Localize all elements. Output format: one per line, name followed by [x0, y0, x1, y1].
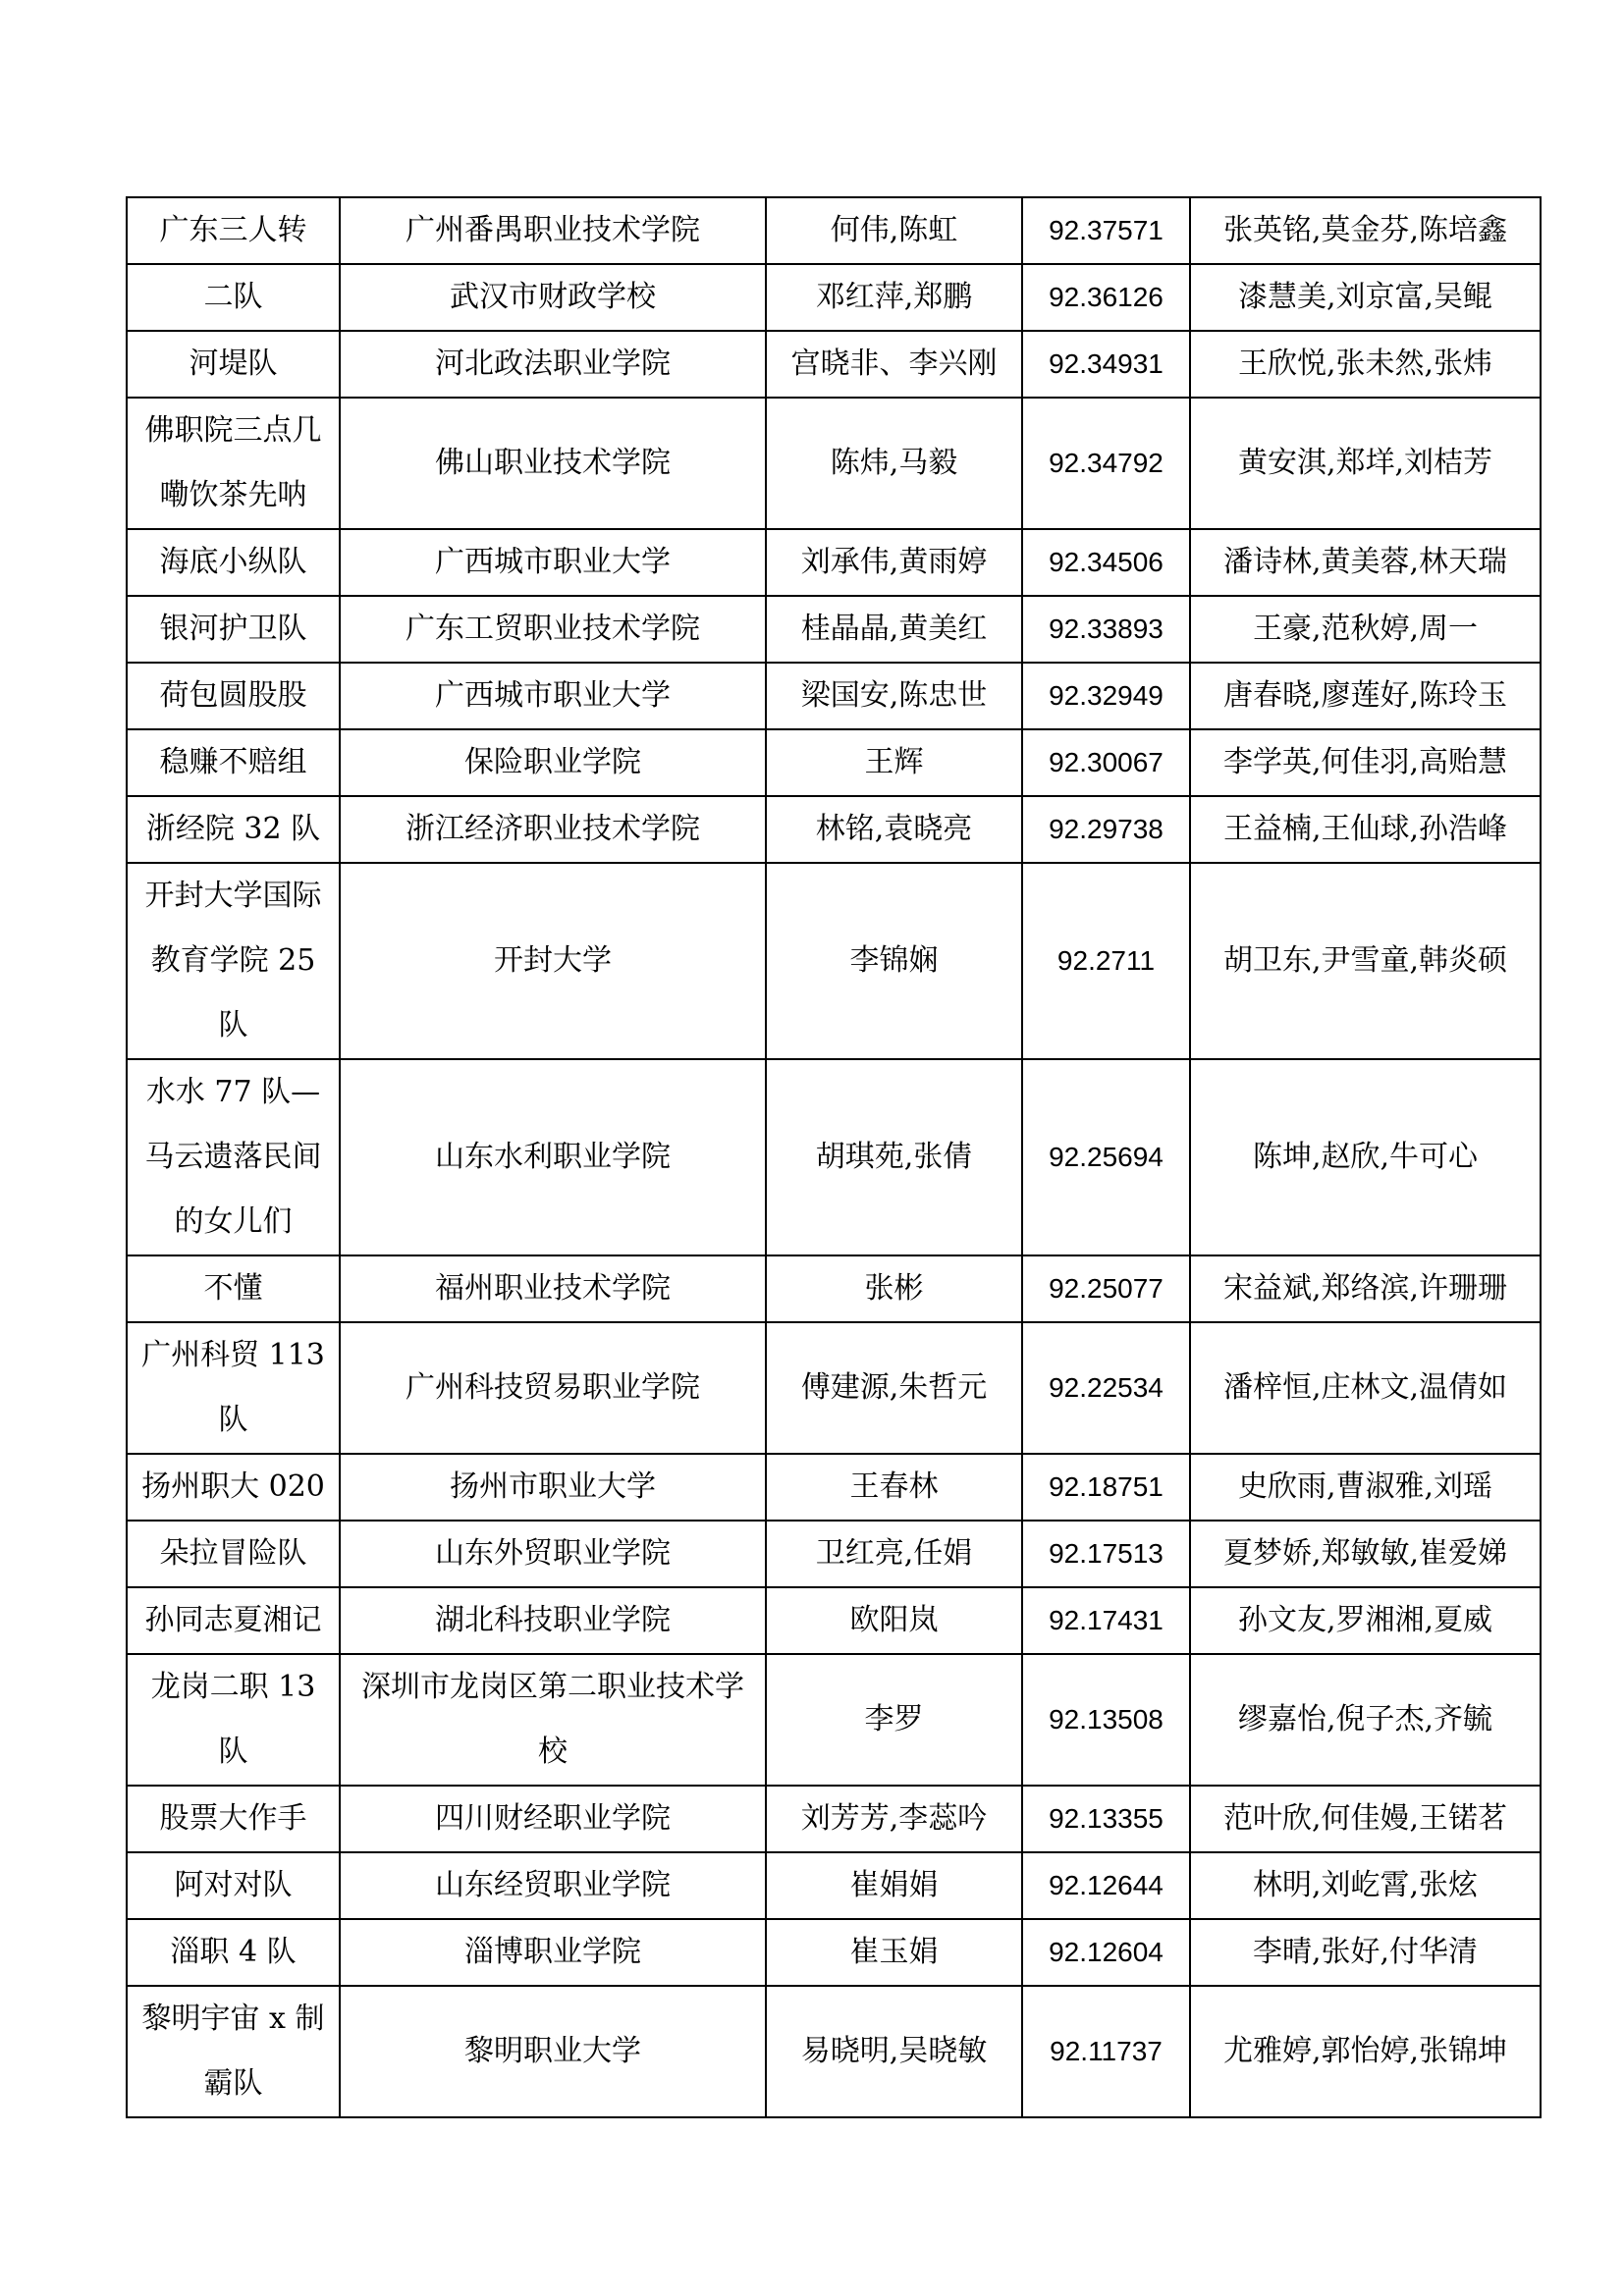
score-cell: 92.12644: [1022, 1852, 1190, 1919]
table-row: [127, 796, 1541, 863]
school-cell: 广西城市职业大学: [340, 529, 766, 596]
school-cell: 广州科技贸易职业学院: [340, 1322, 766, 1454]
table-row: [127, 1654, 1541, 1786]
school-cell: 广州番禺职业技术学院: [340, 197, 766, 264]
table-row: [127, 663, 1541, 729]
school-cell: 黎明职业大学: [340, 1986, 766, 2117]
school-cell: 深圳市龙岗区第二职业技术学校: [340, 1654, 766, 1786]
school-cell: 山东经贸职业学院: [340, 1852, 766, 1919]
results-table-body: [127, 197, 1541, 2117]
team-name-cell: 佛职院三点几嘞饮茶先呐: [127, 398, 340, 529]
team-name-cell: 广东三人转: [127, 197, 340, 264]
advisor-cell: 邓红萍,郑鹏: [766, 264, 1022, 331]
advisor-cell: 梁国安,陈忠世: [766, 663, 1022, 729]
table-row: [127, 1322, 1541, 1454]
school-cell: 广东工贸职业技术学院: [340, 596, 766, 663]
team-name-cell: 不懂: [127, 1255, 340, 1322]
school-cell: 保险职业学院: [340, 729, 766, 796]
school-cell: 开封大学: [340, 863, 766, 1059]
members-cell: 陈坤,赵欣,牛可心: [1190, 1059, 1541, 1255]
advisor-cell: 刘承伟,黄雨婷: [766, 529, 1022, 596]
advisor-cell: 宫晓非、李兴刚: [766, 331, 1022, 398]
score-cell: 92.25694: [1022, 1059, 1190, 1255]
score-cell: 92.17513: [1022, 1521, 1190, 1587]
advisor-cell: 崔娟娟: [766, 1852, 1022, 1919]
score-cell: 92.17431: [1022, 1587, 1190, 1654]
score-cell: 92.12604: [1022, 1919, 1190, 1986]
members-cell: 潘梓恒,庄林文,温倩如: [1190, 1322, 1541, 1454]
members-cell: 夏梦娇,郑敏敏,崔爱娣: [1190, 1521, 1541, 1587]
table-row: [127, 1521, 1541, 1587]
advisor-cell: 何伟,陈虹: [766, 197, 1022, 264]
score-cell: 92.36126: [1022, 264, 1190, 331]
school-cell: 湖北科技职业学院: [340, 1587, 766, 1654]
table-row: [127, 1255, 1541, 1322]
school-cell: 四川财经职业学院: [340, 1786, 766, 1852]
score-cell: 92.37571: [1022, 197, 1190, 264]
score-cell: 92.34506: [1022, 529, 1190, 596]
team-name-cell: 扬州职大 020: [127, 1454, 340, 1521]
table-row: [127, 1852, 1541, 1919]
members-cell: 王豪,范秋婷,周一: [1190, 596, 1541, 663]
advisor-cell: 崔玉娟: [766, 1919, 1022, 1986]
members-cell: 林明,刘屹霄,张炫: [1190, 1852, 1541, 1919]
school-cell: 山东水利职业学院: [340, 1059, 766, 1255]
advisor-cell: 卫红亮,任娟: [766, 1521, 1022, 1587]
school-cell: 武汉市财政学校: [340, 264, 766, 331]
table-row: [127, 331, 1541, 398]
members-cell: 孙文友,罗湘湘,夏威: [1190, 1587, 1541, 1654]
team-name-cell: 阿对对队: [127, 1852, 340, 1919]
score-cell: 92.34931: [1022, 331, 1190, 398]
score-cell: 92.18751: [1022, 1454, 1190, 1521]
school-cell: 河北政法职业学院: [340, 331, 766, 398]
advisor-cell: 陈炜,马毅: [766, 398, 1022, 529]
members-cell: 王益楠,王仙球,孙浩峰: [1190, 796, 1541, 863]
table-row: [127, 197, 1541, 264]
team-name-cell: 荷包圆股股: [127, 663, 340, 729]
members-cell: 潘诗林,黄美蓉,林天瑞: [1190, 529, 1541, 596]
advisor-cell: 王春林: [766, 1454, 1022, 1521]
team-name-cell: 稳赚不赔组: [127, 729, 340, 796]
advisor-cell: 桂晶晶,黄美红: [766, 596, 1022, 663]
score-cell: 92.34792: [1022, 398, 1190, 529]
table-row: [127, 729, 1541, 796]
school-cell: 山东外贸职业学院: [340, 1521, 766, 1587]
members-cell: 李晴,张好,付华清: [1190, 1919, 1541, 1986]
table-row: [127, 1919, 1541, 1986]
team-name-cell: 河堤队: [127, 331, 340, 398]
results-table: [126, 196, 1542, 2118]
table-row: [127, 863, 1541, 1059]
score-cell: 92.29738: [1022, 796, 1190, 863]
members-cell: 宋益斌,郑络滨,许珊珊: [1190, 1255, 1541, 1322]
table-row: [127, 264, 1541, 331]
score-cell: 92.25077: [1022, 1255, 1190, 1322]
advisor-cell: 李罗: [766, 1654, 1022, 1786]
table-row: [127, 1059, 1541, 1255]
advisor-cell: 张彬: [766, 1255, 1022, 1322]
score-cell: 92.32949: [1022, 663, 1190, 729]
score-cell: 92.30067: [1022, 729, 1190, 796]
team-name-cell: 淄职 4 队: [127, 1919, 340, 1986]
table-row: [127, 596, 1541, 663]
members-cell: 范叶欣,何佳嫚,王锘茗: [1190, 1786, 1541, 1852]
advisor-cell: 王辉: [766, 729, 1022, 796]
team-name-cell: 水水 77 队—马云遗落民间的女儿们: [127, 1059, 340, 1255]
school-cell: 广西城市职业大学: [340, 663, 766, 729]
advisor-cell: 易晓明,吴晓敏: [766, 1986, 1022, 2117]
score-cell: 92.13508: [1022, 1654, 1190, 1786]
table-row: [127, 1454, 1541, 1521]
team-name-cell: 银河护卫队: [127, 596, 340, 663]
advisor-cell: 欧阳岚: [766, 1587, 1022, 1654]
team-name-cell: 股票大作手: [127, 1786, 340, 1852]
members-cell: 王欣悦,张未然,张炜: [1190, 331, 1541, 398]
team-name-cell: 龙岗二职 13 队: [127, 1654, 340, 1786]
score-cell: 92.2711: [1022, 863, 1190, 1059]
score-cell: 92.11737: [1022, 1986, 1190, 2117]
score-cell: 92.33893: [1022, 596, 1190, 663]
team-name-cell: 二队: [127, 264, 340, 331]
members-cell: 李学英,何佳羽,高贻慧: [1190, 729, 1541, 796]
members-cell: 胡卫东,尹雪童,韩炎硕: [1190, 863, 1541, 1059]
team-name-cell: 黎明宇宙 x 制霸队: [127, 1986, 340, 2117]
table-row: [127, 529, 1541, 596]
score-cell: 92.13355: [1022, 1786, 1190, 1852]
team-name-cell: 海底小纵队: [127, 529, 340, 596]
advisor-cell: 傅建源,朱哲元: [766, 1322, 1022, 1454]
members-cell: 漆慧美,刘京富,吴鲲: [1190, 264, 1541, 331]
school-cell: 浙江经济职业技术学院: [340, 796, 766, 863]
table-row: [127, 398, 1541, 529]
table-row: [127, 1587, 1541, 1654]
team-name-cell: 开封大学国际教育学院 25 队: [127, 863, 340, 1059]
table-row: [127, 1786, 1541, 1852]
team-name-cell: 孙同志夏湘记: [127, 1587, 340, 1654]
advisor-cell: 李锦娴: [766, 863, 1022, 1059]
school-cell: 佛山职业技术学院: [340, 398, 766, 529]
team-name-cell: 浙经院 32 队: [127, 796, 340, 863]
score-cell: 92.22534: [1022, 1322, 1190, 1454]
members-cell: 黄安淇,郑垟,刘桔芳: [1190, 398, 1541, 529]
members-cell: 缪嘉怡,倪子杰,齐毓: [1190, 1654, 1541, 1786]
advisor-cell: 林铭,袁晓亮: [766, 796, 1022, 863]
school-cell: 扬州市职业大学: [340, 1454, 766, 1521]
advisor-cell: 胡琪苑,张倩: [766, 1059, 1022, 1255]
team-name-cell: 朵拉冒险队: [127, 1521, 340, 1587]
school-cell: 淄博职业学院: [340, 1919, 766, 1986]
team-name-cell: 广州科贸 113 队: [127, 1322, 340, 1454]
members-cell: 尤雅婷,郭怡婷,张锦坤: [1190, 1986, 1541, 2117]
members-cell: 唐春晓,廖莲好,陈玲玉: [1190, 663, 1541, 729]
members-cell: 张英铭,莫金芬,陈培鑫: [1190, 197, 1541, 264]
members-cell: 史欣雨,曹淑雅,刘瑶: [1190, 1454, 1541, 1521]
school-cell: 福州职业技术学院: [340, 1255, 766, 1322]
table-row: [127, 1986, 1541, 2117]
advisor-cell: 刘芳芳,李蕊吟: [766, 1786, 1022, 1852]
